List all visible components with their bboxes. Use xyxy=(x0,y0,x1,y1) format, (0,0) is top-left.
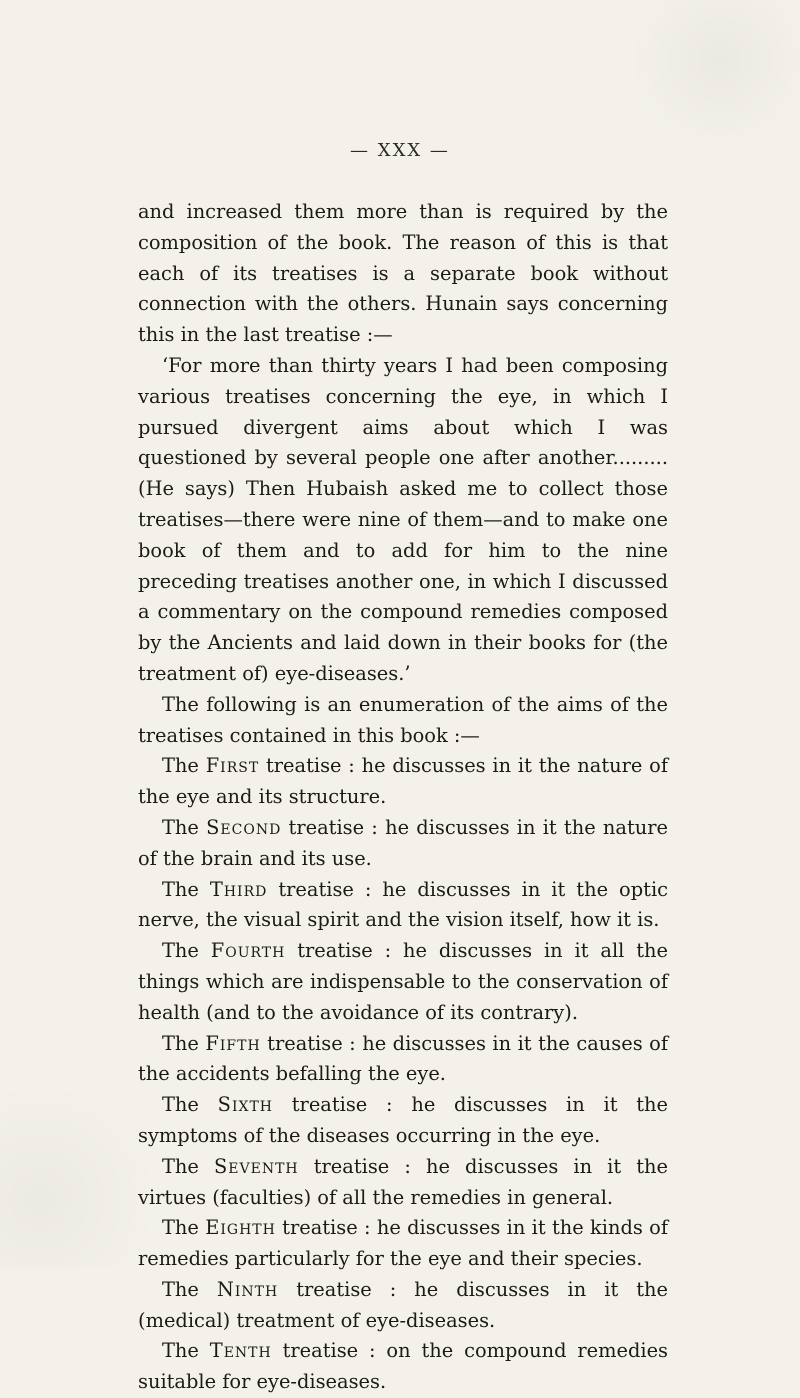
treatise-item-third: The Third treatise : he discusses in it the optic nerve, the visual spirit and the vision itself, how it is. xyxy=(138,877,668,932)
treatise-item-tenth: The Tenth treatise : on the compound remedies suitable for eye-diseases. xyxy=(138,1339,669,1394)
ordinal: Seventh xyxy=(214,1154,299,1178)
ordinal: Sixth xyxy=(217,1093,273,1117)
treatise-item-fifth: The Fifth treatise : he discusses in it the causes of the accidents befalling the eye. xyxy=(138,1031,668,1086)
ordinal: Eighth xyxy=(205,1216,276,1240)
paragraph-quotation: ‘For more than thirty years I had been composing various treatises concerning the eye, in which I pursued divergent aims about which I was questioned by several people one after another.........(He says) Then Hubaish asked me to collect those treatises—there were nine of them—and to make one book of them and to add for him to the nine preceding treatises another one, in which I discussed a commentary on the compound remedies composed by the Ancients and laid down in their books for (the treatment of) eye-diseases.’ xyxy=(138,353,668,685)
treatise-item-sixth: The Sixth treatise : he discusses in it the symptoms of the diseases occurring in the eye. xyxy=(138,1093,669,1147)
ordinal: Third xyxy=(209,877,268,901)
ordinal: Ninth xyxy=(216,1277,279,1301)
ordinal: Fourth xyxy=(210,939,286,963)
paragraph-enumeration-intro: The following is an enumeration of the aims of the treatises contained in this book :— xyxy=(138,692,668,747)
treatise-item-second: The Second treatise : he discusses in it the nature of the brain and its use. xyxy=(138,815,668,870)
treatise-item-seventh: The Seventh treatise : he discusses in it the virtues (faculties) of all the remedies in general. xyxy=(138,1154,669,1209)
treatise-item-first: The First treatise : he discusses in it the nature of the eye and its structure. xyxy=(138,754,668,809)
page-number: — XXX — xyxy=(350,140,450,161)
ordinal: First xyxy=(205,754,260,778)
ordinal: Second xyxy=(206,815,282,839)
treatise-item-eighth: The Eighth treatise : he discusses in it the kinds of remedies particularly for the eye and their species. xyxy=(138,1216,669,1271)
body-text xyxy=(138,197,668,1398)
ordinal: Fifth xyxy=(205,1031,261,1055)
ordinal: Tenth xyxy=(209,1339,272,1363)
treatise-item-ninth: The Ninth treatise : he discusses in it the (medical) treatment of eye-diseases. xyxy=(138,1277,669,1332)
treatise-item-fourth: The Fourth treatise : he discusses in it all the things which are indispensable to the conservation of health (and to the avoidance of its contrary). xyxy=(138,939,668,1024)
paragraph-continuation: and increased them more than is required by the composition of the book. The reason of this is that each of its treatises is a separate book without connection with the others. Hunain says concerning this in the last treatise :— xyxy=(138,200,668,347)
